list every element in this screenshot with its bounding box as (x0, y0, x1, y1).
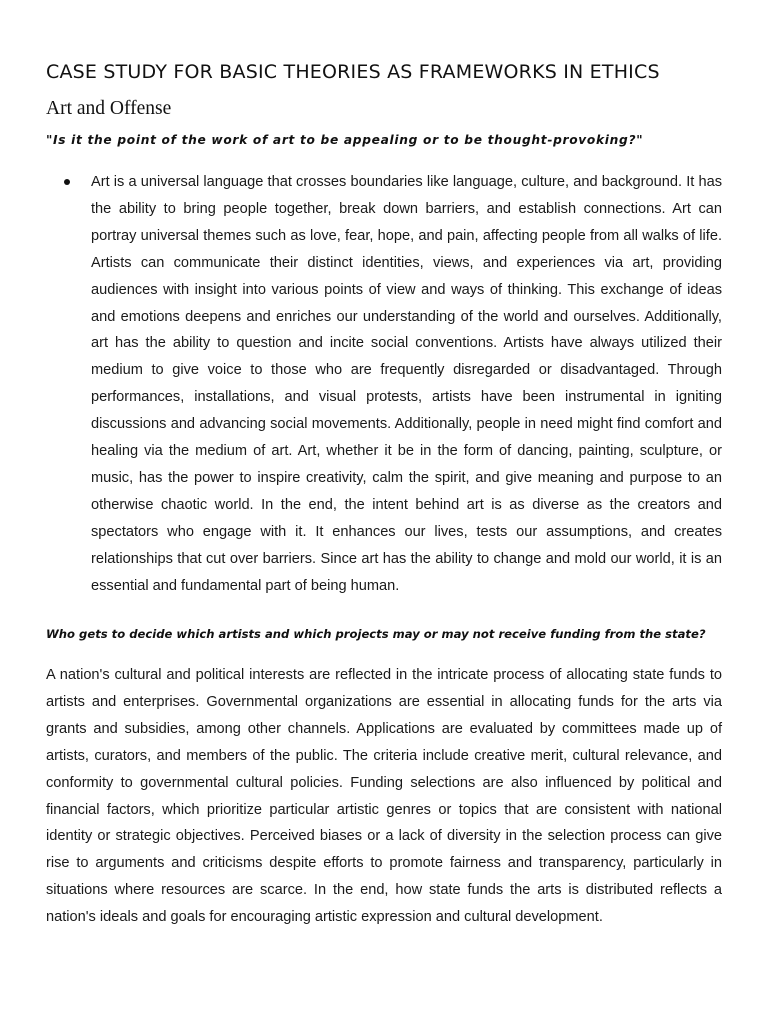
document-title: CASE STUDY FOR BASIC THEORIES AS FRAMEWORKS IN ETHICS (46, 60, 660, 83)
bullet-paragraph: Art is a universal language that crosses boundaries like language, culture, and background. It has the ability to bring people together, break down barriers, and establish connections. Art can portray universal themes such as love, fear, hope, and pain, affecting people from all walks of life. Artists can communicate their distinct identities, views, and experiences via art, providing audiences with insight into various points of view and ways of thinking. This exchange of ideas and emotions deepens and enriches our understanding of the world and ourselves. Additionally, art has the ability to question and incite social conventions. Artists have always utilized their medium to give voice to those who are frequently disregarded or disadvantaged. Through performances, installations, and visual protests, artists have been instrumental in igniting discussions and advancing social movements. Additionally, people in need might find comfort and healing via the medium of art. Art, whether it be in the form of dancing, painting, sculpture, or music, has the power to inspire creativity, calm the spirit, and give meaning and purpose to an otherwise chaotic world. In the end, the intent behind art is as diverse as the creators and spectators who engage with it. It enhances our lives, tests our assumptions, and creates relationships that cut over barriers. Since art has the ability to change and mold our world, it is an essential and fundamental part of being human. (91, 174, 722, 594)
section-heading: Art and Offense (46, 98, 172, 119)
bullet-icon (64, 179, 70, 185)
question-1: "Is it the point of the work of art to be appealing or to be thought-provoking?" (46, 133, 644, 147)
body-paragraph: A nation's cultural and political interests are reflected in the intricate process of allocating state funds to artists and enterprises. Governmental organizations are essential in allocating funds for the arts via grants and subsidies, among other channels. Applications are evaluated by committees made up of artists, curators, and members of the public. The criteria include creative merit, cultural relevance, and conformity to governmental cultural policies. Funding selections are also influenced by political and financial factors, which prioritize particular artistic genres or topics that are consistent with national identity or strategic objectives. Perceived biases or a lack of diversity in the selection process can give rise to arguments and criticisms despite efforts to promote fairness and transparency, particularly in situations where resources are scarce. In the end, how state funds the arts is distributed reflects a nation's ideals and goals for encouraging artistic expression and cultural development. (46, 667, 722, 926)
bullet-list-item (64, 169, 724, 600)
question-2: Who gets to decide which artists and which projects may or may not receive funding from the state? (46, 627, 706, 641)
